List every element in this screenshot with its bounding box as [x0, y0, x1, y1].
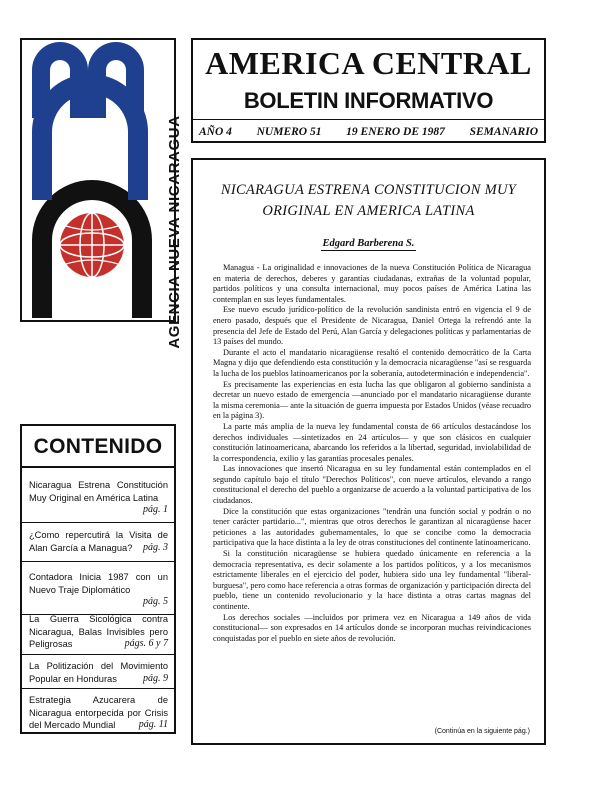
article-paragraph: Si la constitución nicaragüense se hubiera quedado únicamente en referencia a la democracia representativa, es decir solamente a los partidos políticos, y a los mecanismos estrictamente liberales en el ejercicio del poder, hubiera sido una ley fundamental "liberal-burguesa", pero como hace referencia a otras formas de organización y participación directa del pueblo, tiene un contenido revolucionario y la hace distinta a otras cartas magnas del continente.: [213, 549, 531, 611]
toc-item[interactable]: [22, 571, 174, 609]
toc-item[interactable]: [22, 529, 174, 554]
logo-blue-m: [32, 42, 144, 118]
article-paragraph: Las innovaciones que insertó Nicaragua en su ley fundamental están contemplados en el segundo capítulo bajo el título "Derechos Políticos", con nueve artículos, elevando a rango constitucional el derecho del pueblo a organizarse de acuerdo a la voluntad participativa de los ciudadanos.: [213, 464, 531, 506]
main-article: [191, 158, 546, 745]
toc-item[interactable]: [22, 479, 174, 517]
toc-item[interactable]: [22, 660, 174, 685]
toc-item-text: La Politización del Movimiento Popular en Honduras: [29, 661, 168, 684]
table-of-contents: [20, 424, 176, 734]
article-paragraph: Ese nuevo escudo jurídico-político de la revolución sandinista entró en vigencia el 9 de enero pasado, después que el Presidente de Nicaragua, Daniel Ortega la refrendó ante la presencia del Jefe de Estado del Perú, Alan García y delegaciones políticas y parlamentarias de 13 países del mundo.: [213, 305, 531, 347]
article-title: [193, 180, 544, 222]
article-paragraph: Los derechos sociales —incluidos por primera vez en Nicaragua a 149 años de vida constitucional— son expresados en 14 artículos donde se incorporan muchas reivindicaciones conquistadas por el pueblo en siete años de revolución.: [213, 612, 531, 643]
toc-item-page: págs. 6 y 7: [124, 638, 168, 650]
toc-item-text: Contadora Inicia 1987 con un Nuevo Traje Diplomático: [29, 572, 168, 595]
masthead: [191, 38, 546, 143]
issue-year: AÑO 4: [199, 125, 232, 138]
article-paragraph: Dice la constitución que estas organizaciones "tendrán una función social y podrán o no tener carácter partidario...", mientras que otros derechos le garantizan al nicaragüense hacer peticiones a las autoridades gubernamentales, lo que se concibe como la democracia participativa que la hace distinta a la ley de otras constituciones del continente latinoamericano.: [213, 506, 531, 548]
toc-item-text: Estrategia Azucarera de Nicaragua entorpecida por Crisis del Mercado Mundial: [29, 695, 168, 731]
contents-title: CONTENIDO: [22, 426, 174, 468]
divider: [22, 522, 174, 523]
logo-globe-icon: [60, 213, 124, 277]
article-paragraph: Managua - La originalidad e innovaciones de la nueva Constitución Política de Nicaragua en materia de derechos, deberes y garantías ciudadanas, extrañas de la voluntad popular, partidos políticos y una consulta internacional, muy pocos países de América Latina las contemplan en sus leyes fundamentales.: [213, 263, 531, 304]
article-title-line: NICARAGUA ESTRENA CONSTITUCION MUY: [220, 182, 517, 198]
toc-item-page: pág. 5: [143, 596, 168, 608]
issue-date: 19 ENERO DE 1987: [346, 125, 445, 138]
toc-item-text: ¿Como repercutirá la Visita de Alan García a Managua?: [29, 530, 168, 553]
toc-item-page: pág. 1: [143, 504, 168, 516]
article-title-line: ORIGINAL EN AMERICA LATINA: [262, 203, 475, 219]
agency-name: AGENCIA NUEVA NICARAGUA: [166, 115, 183, 349]
article-body: [213, 263, 531, 644]
article-paragraph: Es precisamente las experiencias en esta lucha las que obligaron al gobierno sandinista a decretar un nuevo estado de emergencia —anunciado por el mandatario nicaragüense durante la misma ceremonia— ante la situación de guerra impuesta por Estados Unidos (véase recuadro en la página 3).: [213, 379, 531, 421]
divider: [22, 561, 174, 562]
toc-item-page: pág. 3: [143, 541, 168, 553]
agency-logo: [20, 38, 183, 349]
issue-frequency: SEMANARIO: [469, 125, 538, 138]
article-paragraph: Durante el acto el mandatario nicaragüense resaltó el contenido democrático de la Carta Magna y dijo que defendiendo esta constitución y la democracia nicaragüense "así se resguarda la lucha de los pueblos latinoamericanos por la soberanía, autodeterminación e independencia".: [213, 347, 531, 378]
article-paragraph: La parte más amplia de la nueva ley fundamental consta de 66 artículos destacándose los derechos individuales —sintetizados en 24 artículos— y que son clásicos en cualquier constitución latinoamericana, abarcando los referidos a la libertad, seguridad, inviolabilidad de la correspondencia, exilio y las garantías procesales penales.: [213, 421, 531, 463]
toc-item-text: La Guerra Sicológica contra Nicaragua, Balas Invisibles pero Peligrosas: [29, 614, 168, 650]
divider: [22, 688, 174, 689]
issue-info-bar: [193, 119, 544, 143]
toc-item[interactable]: [22, 694, 174, 732]
toc-item-text: Nicaragua Estrena Constitución Muy Original en América Latina: [29, 480, 168, 503]
divider: [22, 654, 174, 655]
publication-title: AMERICA CENTRAL: [205, 45, 532, 81]
publication-subtitle: BOLETIN INFORMATIVO: [243, 88, 494, 113]
article-byline: Edgard Barberena S.: [322, 238, 415, 249]
toc-item[interactable]: [22, 613, 174, 651]
toc-item-page: pág. 9: [143, 672, 168, 684]
continued-note[interactable]: (Continúa en la siguiente pág.): [434, 728, 530, 735]
toc-item-page: pág. 11: [138, 719, 168, 731]
issue-number: NUMERO 51: [256, 125, 322, 138]
anm-logo-mark: [22, 40, 174, 320]
